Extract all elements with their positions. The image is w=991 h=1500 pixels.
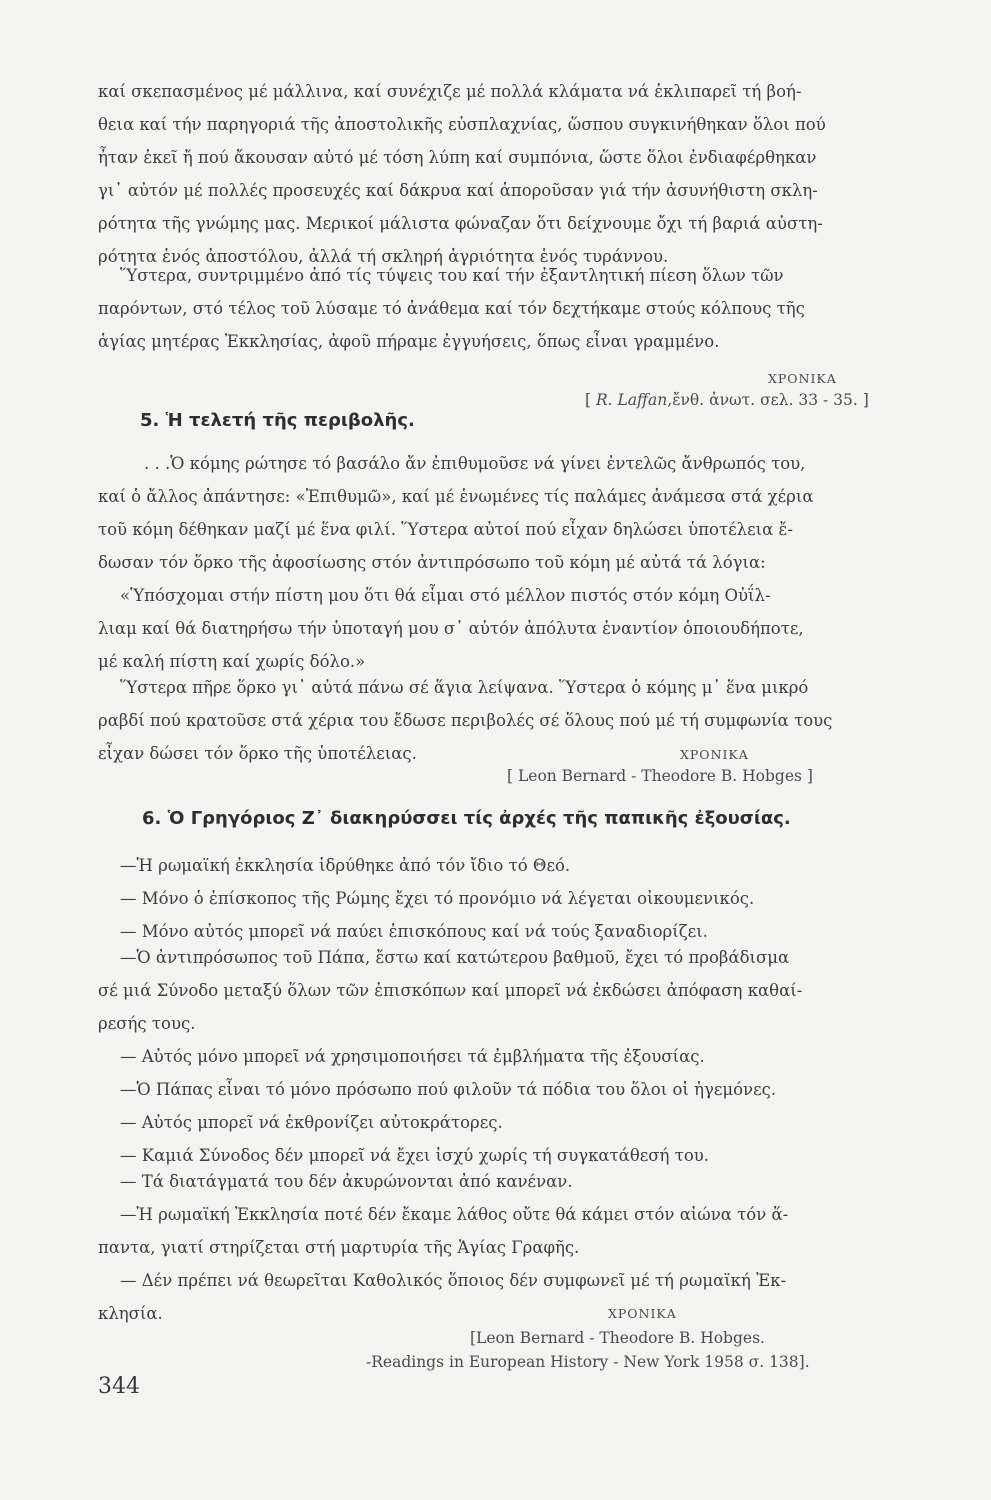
text-line: εἶχαν δώσει τόν ὅρκο τῆς ὑποτέλειας. [98, 744, 417, 763]
source-label: ΧΡΟΝΙΚΑ [768, 371, 837, 386]
text-line: ρότητα ἑνός ἀποστόλου, ἀλλά τή σκληρή ἀγριότητα ἑνός τυράννου. [98, 247, 669, 266]
text-line: ἦταν ἐκεῖ ἤ πού ἄκουσαν αὐτό μέ τόση λύπη καί συμπόνια, ὥστε ὅλοι ἐνδιαφέρθηκαν [98, 148, 817, 167]
text-line: τοῦ κόμη δέθηκαν μαζί μέ ἕνα φιλί. Ὕστερα αὐτοί πού εἶχαν δηλώσει ὑποτέλεια ἔ- [98, 520, 793, 539]
text-line: Ὕστερα πῆρε ὅρκο γι᾽ αὐτά πάνω σέ ἅγια λείψανα. Ὕστερα ὁ κόμης μ᾽ ἕνα μικρό [120, 678, 809, 697]
section-6-heading: 6. Ὁ Γρηγόριος Ζ᾽ διακηρύσσει τίς ἀρχές τῆς παπικῆς ἐξουσίας. [142, 808, 791, 829]
list-item: ρεσής τους. [98, 1014, 196, 1033]
text-line: ἁγίας μητέρας Ἐκκλησίας, ἀφοῦ πήραμε ἐγγυήσεις, ὅπως εἶναι γραμμένο. [98, 332, 720, 351]
text-line: παρόντων, στό τέλος τοῦ λύσαμε τό ἀνάθεμα καί τόν δεχτήκαμε στούς κόλπους τῆς [98, 299, 805, 318]
list-item: —Ἡ ρωμαϊκή ἐκκλησία ἱδρύθηκε ἀπό τόν ἴδιο τό Θεό. [120, 856, 571, 875]
list-item: σέ μιά Σύνοδο μεταξύ ὅλων τῶν ἐπισκόπων καί μπορεῖ νά ἐκδώσει ἀπόφαση καθαί- [98, 981, 803, 1000]
text-line: δωσαν τόν ὅρκο τῆς ἀφοσίωσης στόν ἀντιπρόσωπο τοῦ κόμη μέ αὐτά τά λόγια: [98, 553, 766, 572]
source-details: ,ἔνθ. ἀνωτ. σελ. 33 - 35. ] [667, 391, 869, 409]
text-line: ρότητα τῆς γνώμης μας. Μερικοί μάλιστα φώναζαν ὅτι δείχνουμε ὄχι τή βαριά αὐστη- [98, 214, 823, 233]
source-reference: [ Leon Bernard - Theodore B. Hobges ] [507, 767, 813, 785]
list-item: — Δέν πρέπει νά θεωρεῖται Καθολικός ὅποιος δέν συμφωνεῖ μέ τή ρωμαϊκή Ἐκ- [120, 1271, 787, 1290]
text-line: . . .Ὁ κόμης ρώτησε τό βασάλο ἄν ἐπιθυμοῦσε νά γίνει ἐντελῶς ἄνθρωπός του, [144, 454, 806, 473]
list-item: —Ὁ ἀντιπρόσωπος τοῦ Πάπα, ἔστω καί κατώτερου βαθμοῦ, ἔχει τό προβάδισμα [120, 948, 790, 967]
text-line: καί σκεπασμένος μέ μάλλινα, καί συνέχιζε μέ πολλά κλάματα νά ἐκλιπαρεῖ τή βοή- [98, 82, 802, 101]
list-item: — Αὐτός μόνο μπορεῖ νά χρησιμοποιήσει τά ἐμβλήματα τῆς ἐξουσίας. [120, 1047, 705, 1066]
page-number: 344 [98, 1374, 140, 1399]
source-label: ΧΡΟΝΙΚΑ [680, 747, 749, 762]
list-item: κλησία. [98, 1304, 163, 1323]
text-line: καί ὁ ἄλλος ἀπάντησε: «Ἐπιθυμῶ», καί μέ ἑνωμένες τίς παλάμες ἀνάμεσα στά χέρια [98, 487, 814, 506]
list-item: — Καμιά Σύνοδος δέν μπορεῖ νά ἔχει ἰσχύ χωρίς τή συγκατάθεσή του. [120, 1146, 710, 1165]
text-line: γι᾽ αὐτόν μέ πολλές προσευχές καί δάκρυα καί ἀποροῦσαν γιά τήν ἀσυνήθιστη σκλη- [98, 181, 818, 200]
quote-line: μέ καλή πίστη καί χωρίς δόλο.» [98, 652, 366, 671]
text-line: Ὕστερα, συντριμμένο ἀπό τίς τύψεις του καί τήν ἐξαντλητική πίεση ὅλων τῶν [120, 266, 784, 285]
text-line: θεια καί τήν παρηγοριά τῆς ἀποστολικῆς εὐσπλαχνίας, ὥσπου συγκινήθηκαν ὅλοι πού [98, 115, 826, 134]
section-5-heading: 5. Ἡ τελετή τῆς περιβολῆς. [140, 410, 415, 431]
list-item: — Μόνο αὐτός μπορεῖ νά παύει ἐπισκόπους καί νά τούς ξαναδιορίζει. [120, 922, 708, 941]
text-line: ραβδί πού κρατοῦσε στά χέρια του ἔδωσε περιβολές σέ ὅλους πού μέ τή συμφωνία τους [98, 711, 833, 730]
bracket-open: [ [585, 391, 592, 409]
list-item: —Ἡ ρωμαϊκή Ἐκκλησία ποτέ δέν ἔκαμε λάθος οὔτε θά κάμει στόν αἰώνα τόν ἅ- [120, 1205, 789, 1224]
quote-line: «Ὑπόσχομαι στήν πίστη μου ὅτι θά εἶμαι στό μέλλον πιστός στόν κόμη Οὐΐλ- [120, 586, 771, 605]
source-author: R. Laffan [596, 391, 668, 409]
source-reference: -Readings in European History - New York 1958 σ. 138]. [366, 1353, 810, 1371]
list-item: — Μόνο ὁ ἐπίσκοπος τῆς Ρώμης ἔχει τό προνόμιο νά λέγεται οἰκουμενικός. [120, 889, 755, 908]
source-label: ΧΡΟΝΙΚΑ [608, 1306, 677, 1321]
list-item: παντα, γιατί στηρίζεται στή μαρτυρία τῆς Ἁγίας Γραφῆς. [98, 1238, 580, 1257]
list-item: — Τά διατάγματά του δέν ἀκυρώνονται ἀπό κανέναν. [120, 1172, 573, 1191]
list-item: — Αὐτός μπορεῖ νά ἐκθρονίζει αὐτοκράτορες. [120, 1113, 503, 1132]
source-reference [585, 390, 869, 410]
quote-line: λιαμ καί θά διατηρήσω τήν ὑποταγή μου σ᾽ αὐτόν ἀπόλυτα ἐναντίον ὁποιουδήποτε, [98, 619, 804, 638]
list-item: —Ὁ Πάπας εἶναι τό μόνο πρόσωπο πού φιλοῦν τά πόδια του ὅλοι οἱ ἡγεμόνες. [120, 1080, 777, 1099]
source-reference: [Leon Bernard - Theodore B. Hobges. [470, 1329, 765, 1347]
